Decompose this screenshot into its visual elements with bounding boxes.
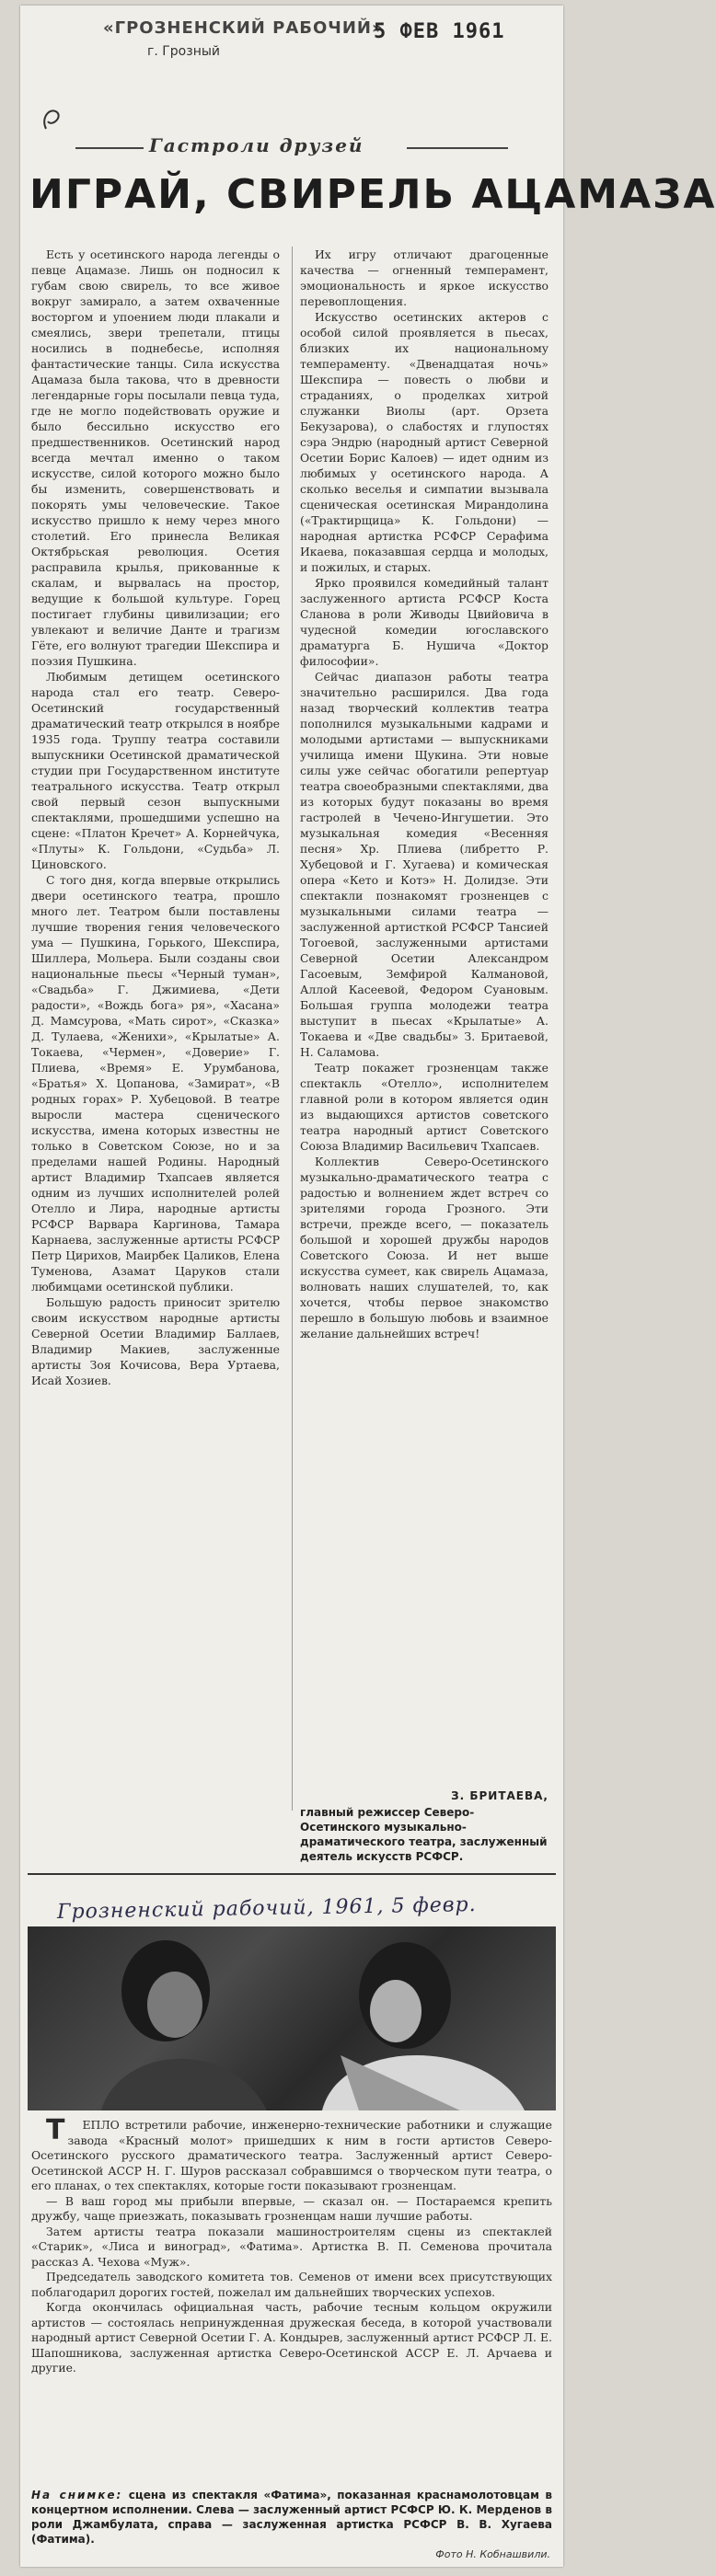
- report-paragraph: — В ваш город мы прибыли впервые, — сказал он. — Постараемся крепить дружбу, чаще приезжать, показывать грозненцам наши лучшие работы.: [31, 2193, 552, 2223]
- article-paragraph: С того дня, когда впервые открылись двери осетинского театра, прошло много лет. Театром были поставлены лучшие творения гения человеческого ума — Пушкина, Горького, Шекспира, Шиллера, Мольера. Были созданы свои национальные пьесы «Черный туман», «Свадьба» Г. Джимиева, «Дети радости», «Вождь бога» ря», «Хасана» Д. Мамсурова, «Мать сирот», «Сказка» Д. Тулаева, «Женихи», «Крылатые» А. Токаева, «Чермен», «Доверие» Г. Плиева, «Время» Е. Урумбанова, «Братья» Х. Цопанова, «Замират», «В родных горах» Р. Хубецовой. В театре выросли мастера сценического искусства, имена которых известны не только в Советском Союзе, но и за пределами нашей Родины. Народный артист Владимир Тхапсаев является одним из лучших исполнителей ролей Отелло и Лира, народные артисты РСФСР Варвара Каргинова, Тамара Карнаева, заслуженные артисты РСФСР Петр Цирихов, Маирбек Цаликов, Елена Туменова, Азамат Царуков стали любимцами осетинской публики.: [31, 873, 280, 1294]
- photo-caption-lead: На снимке:: [31, 2489, 123, 2501]
- article-paragraph: Есть у осетинского народа легенды о певце Ацамазе. Лишь он подносил к губам свою свирель, то все живое вокруг замирало, а затем охваченные восторгом и упоением люди плакали и смеялись, звери трепетали, птицы носились в поднебесье, исполняя фантастические танцы. Сила искусства Ацамаза была такова, что в древности легендарные горы посылали певца туда, где не могло подействовать оружие и было бессильно искусство его предшественников. Осетинский народ всегда мечтал именно о таком искусстве, силой которого можно было бы изменить, совершенствовать и покорять умы человеческие. Такое искусство пришло к нему через много столетий. Его принесла Великая Октябрьская революция. Осетия расправила крылья, прикованные к скалам, и вырвалась на простор, ведущие к большой культуре. Горец постигает глубины цивилизации; его увлекают и величие Данте и трагизм Гёте, его волнуют трагедии Шекспира и поэзия Пушкина.: [31, 247, 280, 668]
- report-paragraph: ТЕПЛО встретили рабочие, инженерно-технические работники и служащие завода «Красный молот» пришедших к ним в гости артистов Северо-Осетинского русского драматического театра. Заслуженный артист Северо-Осетинской АССР Н. Г. Шуров рассказал собравшимся о творческом пути театра, о его планах, о тех спектаклях, которые гости показывают грозненцам.: [31, 2114, 552, 2192]
- article-paragraph: Коллектив Северо-Осетинского музыкально-драматического театра с радостью и волнением ждет встреч со зрителями города Грозного. Эти встречи, прежде всего, — показатель большой и хорошей дружбы народов Советского Союза. И нет выше искусства сумеет, как свирель Ацамаза, волновать наших слушателей, то, как хочется, чтобы первое знакомство перешло в большую любовь и взаимное желание дальнейших встреч!: [300, 1155, 549, 1340]
- article-paragraph: Сейчас диапазон работы театра значительно расширился. Два года назад творческий коллектив театра пополнился музыкальными кадрами и молодыми артистами — выпускниками училища имени Щукина. Эти новые силы уже сейчас обогатили репертуар театра своеобразными спектаклями, два из которых будут показаны во время гастролей в Чечено-Ингушетии. Это музыкальная комедия «Весенняя песня» Хр. Плиева (либретто Р. Хубецовой и Г. Хугаева) и комическая опера «Кето и Котэ» Н. Долидзе. Эти спектакли познакомят грозненцев с музыкальными силами театра — заслуженной артисткой РСФСР Тансией Тогоевой, заслуженными артистами Северной Осетии Александром Гасоевым, Земфирой Калмановой, Аллой Касеевой, Федором Суановым. Большая группа молодежи театра выступит в пьесах «Крылатые» А. Токаева и «Две свадьбы» З. Бритаевой, Н. Саламова.: [300, 670, 549, 1059]
- reception-report: [31, 2114, 552, 2376]
- photo-credit: Фото Н. Кобнашвили.: [435, 2548, 550, 2560]
- article-paragraph: Ярко проявился комедийный талант заслуженного артиста РСФСР Коста Сланова в роли Живоды Цвийовича в чудесной комедии югославского драматурга Б. Нушича «Доктор философии».: [300, 576, 549, 668]
- rubric-rule-left: [75, 147, 144, 149]
- newspaper-name: «ГРОЗНЕНСКИЙ РАБОЧИЙ»: [103, 18, 384, 38]
- author-name: З. БРИТАЕВА,: [451, 1789, 549, 1802]
- article-left-column: [31, 247, 280, 1388]
- article-paragraph: Театр покажет грозненцам также спектакль «Отелло», исполнителем главной роли в котором является один из выдающихся артистов советского театра народный артист Советского Союза Владимир Васильевич Тхапсаев.: [300, 1061, 549, 1153]
- masthead: [20, 13, 563, 68]
- newspaper-city: г. Грозный: [147, 44, 220, 59]
- article-paragraph: Большую радость приносит зрителю своим искусством народные артисты Северной Осетии Владимир Баллаев, Владимир Макиев, заслуженные артисты Зоя Кочисова, Вера Уртаева, Исай Хозиев.: [31, 1295, 280, 1387]
- rubric-rule-right: [407, 147, 508, 149]
- article-paragraph: Любимым детищем осетинского народа стал его театр. Северо-Осетинский государственный драматический театр открылся в ноябре 1935 года. Труппу театра составили выпускники Осетинской драматической студии при Государственном институте театрального искусства. Театр открыл свой первый сезон выпускными спектаклями, прошедшими успешно на сцене: «Платон Кречет» А. Корнейчука, «Плуты» К. Гольдони, «Судьба» Л. Циновского.: [31, 670, 280, 871]
- section-separator: [28, 1873, 556, 1875]
- report-paragraph: Председатель заводского комитета тов. Семенов от имени всех присутствующих поблагодарил дорогих гостей, пожелал им дальнейших творческих успехов.: [31, 2270, 552, 2299]
- report-paragraph: Затем артисты театра показали машиностроителям сцены из спектаклей «Старик», «Лиса и виноград», «Фатима». Артистка В. П. Семенова прочитала рассказ А. Чехова «Муж».: [31, 2224, 552, 2269]
- column-divider: [292, 247, 293, 1811]
- photo-caption-text: сцена из спектакля «Фатима», показанная краснамолотовцам в концертном исполнении. Слева — заслуженный артист РСФСР Ю. К. Мерденов в роли Джамбулата, справа — заслуженная артистка РСФСР В. В. Хугаева (Фатима).: [31, 2489, 552, 2546]
- rubric: Гастроли друзей: [149, 134, 364, 156]
- photo-figures-illustration: [28, 1926, 556, 2110]
- author-role: главный режиссер Северо-Осетинского музыкально-драматического театра, заслуженный деятель искусств РСФСР.: [300, 1806, 548, 1863]
- newspaper-clipping: [20, 6, 716, 2567]
- article-paragraph: Их игру отличают драгоценные качества — огненный темперамент, эмоциональность и яркое искусство перевоплощения.: [300, 247, 549, 308]
- author-signature: [300, 1788, 549, 1864]
- performance-photo: [28, 1926, 556, 2110]
- handwritten-source-note: Грозненский рабочий, 1961, 5 февр.: [56, 1893, 477, 1924]
- date-stamp: 5 ФЕВ 1961: [374, 20, 505, 43]
- handwritten-mark-icon: [37, 101, 74, 138]
- photo-caption: [31, 2488, 552, 2547]
- article-right-column: [300, 247, 549, 1341]
- headline: ИГРАЙ, СВИРЕЛЬ АЦАМАЗА: [29, 171, 716, 218]
- article-paragraph: Искусство осетинских актеров с особой силой проявляется в пьесах, близких их национальному темпераменту. «Двенадцатая ночь» Шекспира — повесть о любви и страданиях, о проделках хитрой служанки Виолы (арт. Орзета Бекузарова), о слабостях и глупостях сэра Эндрю (народный артист Северной Осетии Борис Калоев) — идет одним из любимых у осетинского народа. А сколько веселья и симпатии вызывала сценическая осетинская Мирандолина («Трактирщица» К. Гольдони) — народная артистка РСФСР Серафима Икаева, показавшая сердца и молодых, и пожилых, и старых.: [300, 310, 549, 574]
- report-paragraph: Когда окончилась официальная часть, рабочие тесным кольцом окружили артистов — состоялась непринужденная дружеская беседа, в которой участвовали народный артист Северной Осетии Г. А. Кондырев, заслуженный артист РСФСР Л. Е. Шапошникова, заслуженная артистка Северо-Осетинской АССР Е. Л. Арчаева и другие.: [31, 2300, 552, 2375]
